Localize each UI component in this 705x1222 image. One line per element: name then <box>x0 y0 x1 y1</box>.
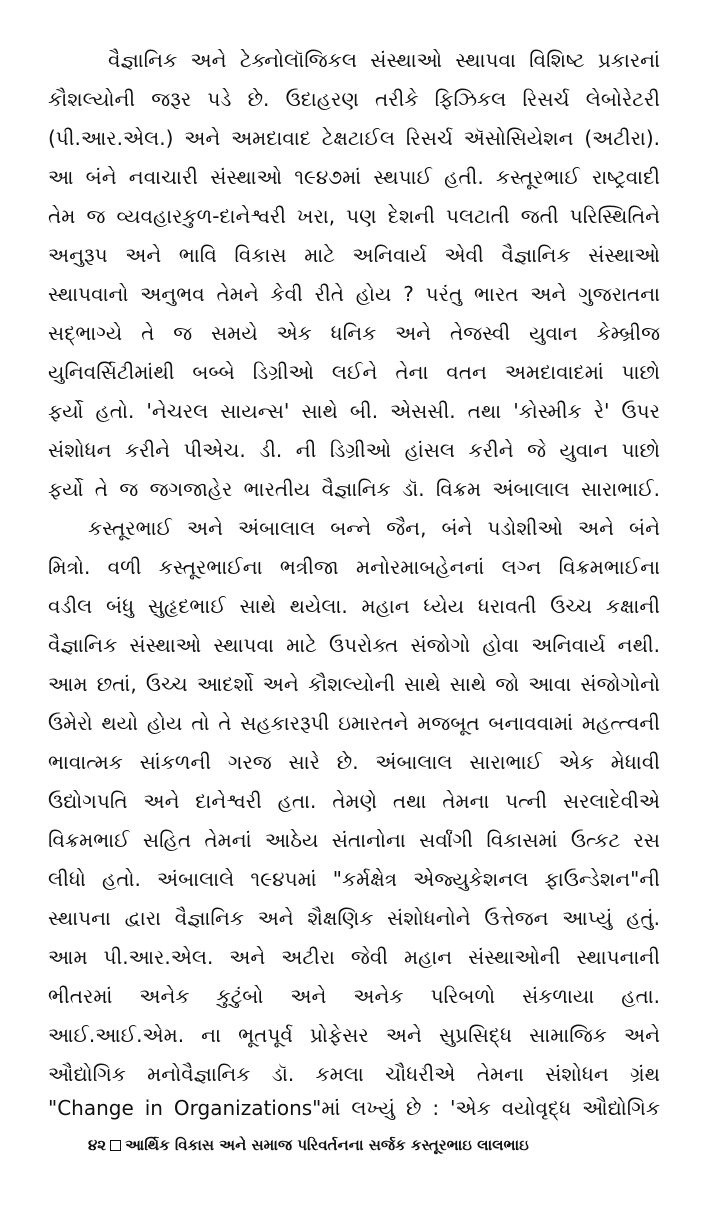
paragraph-line: ફર્યો હતો. 'નેચરલ સાયન્સ' સાથે બી. એસસી. તથા 'કોસ્મીક રે' ઉપર <box>48 399 660 423</box>
paragraph-line: ફર્યો તે જ જગજાહેર ભારતીય વૈજ્ઞાનિક ડૉ. વિક્રમ અંબાલાલ સારાભાઈ. <box>48 477 660 501</box>
paragraph-line: સ્થાપના દ્વારા વૈજ્ઞાનિક અને શૈક્ષણિક સંશોધનોને ઉત્તેજન આપ્યું હતું. <box>48 906 660 930</box>
paragraph-line: આ બંને નવાચારી સંસ્થાઓ ૧૯૪૭માં સ્થપાઈ હતી. કસ્તૂરભાઈ રાષ્ટ્રવાદી <box>48 165 660 189</box>
paragraph-line: તેમ જ વ્યવહારકુળ-દાનેશ્વરી ખરા, પણ દેશની પલટાતી જતી પરિસ્થિતિને <box>48 204 660 228</box>
paragraph-line: ઔદ્યોગિક મનોવૈજ્ઞાનિક ડૉ. કમલા ચૌધરીએ તેમના સંશોધન ગ્રંથ <box>48 1062 660 1086</box>
page-number: ૪૨ <box>88 1136 107 1154</box>
paragraph-line: આઈ.આઈ.એમ. ના ભૂતપૂર્વ પ્રોફેસર અને સુપ્રસિદ્ધ સામાજિક અને <box>48 1023 660 1047</box>
paragraph-line: ભીતરમાં અનેક કુટુંબો અને અનેક પરિબળો સંકળાયા હતા. <box>48 984 660 1008</box>
paragraph-line: સંશોધન કરીને પીએચ. ડી. ની ડિગ્રીઓ હાંસલ કરીને જે યુવાન પાછો <box>48 438 660 462</box>
paragraph-line: આમ છતાં, ઉચ્ચ આદર્શો અને કૌશલ્યોની સાથે સાથે જો આવા સંજોગોનો <box>48 672 660 696</box>
paragraph-line: આમ પી.આર.એલ. અને અટીરા જેવી મહાન સંસ્થાઓની સ્થાપનાની <box>48 945 660 969</box>
paragraph-line: યુનિવર્સિટીમાંથી બબ્બે ડિગ્રીઓ લઈને તેના વતન અમદાવાદમાં પાછો <box>48 360 660 384</box>
paragraph-line: "Change in Organizations"માં લખ્યું છે : 'એક વયોવૃદ્ધ ઔદ્યોગિક <box>48 1096 660 1120</box>
paragraph-line: વડીલ બંધુ સુહૃદભાઈ સાથે થયેલા. મહાન ધ્યેય ધરાવતી ઉચ્ચ કક્ષાની <box>48 594 660 618</box>
paragraph-line: વિક્રમભાઈ સહિત તેમનાં આઠેય સંતાનોના સર્વાંગી વિકાસમાં ઉત્કટ રસ <box>48 828 660 852</box>
running-footer <box>88 1132 628 1158</box>
paragraph-line: વૈજ્ઞાનિક અને ટેક્નોલૉજિકલ સંસ્થાઓ સ્થાપવા વિશિષ્ટ પ્રકારનાં <box>108 48 660 72</box>
paragraph-line: અનુરૂપ અને ભાવિ વિકાસ માટે અનિવાર્ય એવી વૈજ્ઞાનિક સંસ્થાઓ <box>48 243 660 267</box>
square-bullet-icon <box>110 1140 121 1151</box>
paragraph-line: (પી.આર.એલ.) અને અમદાવાદ ટેક્ષટાઈલ રિસર્ચ ઍસોસિયેશન (અટીરા). <box>48 126 660 150</box>
paragraph-line: કૌશલ્યોની જરૂર પડે છે. ઉદાહરણ તરીકે ફિઝિકલ રિસર્ચ લેબોરેટરી <box>48 87 660 111</box>
paragraph-line: સ્થાપવાનો અનુભવ તેમને કેવી રીતે હોય ? પરંતુ ભારત અને ગુજરાતના <box>48 282 660 306</box>
paragraph-line: લીધો હતો. અંબાલાલે ૧૯૪૫માં "કર્મક્ષેત્ર એજ્યુકેશનલ ફાઉન્ડેશન"ની <box>48 867 660 891</box>
paragraph-line: ઉદ્યોગપતિ અને દાનેશ્વરી હતા. તેમણે તથા તેમના પત્ની સરલાદેવીએ <box>48 789 660 813</box>
book-title: આર્થિક વિકાસ અને સમાજ પરિવર્તનના સર્જક કસ્તૂરભાઇ લાલભાઇ <box>125 1136 529 1154</box>
paragraph-line: ભાવાત્મક સાંકળની ગરજ સારે છે. અંબાલાલ સારાભાઈ એક મેધાવી <box>48 750 660 774</box>
paragraph-line: ઉમેરો થયો હોય તો તે સહકારરૂપી ઇમારતને મજબૂત બનાવવામાં મહત્ત્વની <box>48 711 660 735</box>
paragraph-line: મિત્રો. વળી કસ્તૂરભાઈના ભત્રીજા મનોરમાબહેનનાં લગ્ન વિક્રમભાઈના <box>48 555 660 579</box>
paragraph-line: કસ્તૂરભાઈ અને અંબાલાલ બન્ને જૈન, બંને પડોશીઓ અને બંને <box>88 516 660 540</box>
paragraph-line: સદ્ભાગ્યે તે જ સમયે એક ધનિક અને તેજસ્વી યુવાન કેમ્બ્રીજ <box>48 321 660 345</box>
paragraph-line: વૈજ્ઞાનિક સંસ્થાઓ સ્થાપવા માટે ઉપરોક્ત સંજોગો હોવા અનિવાર્ય નથી. <box>48 633 660 657</box>
